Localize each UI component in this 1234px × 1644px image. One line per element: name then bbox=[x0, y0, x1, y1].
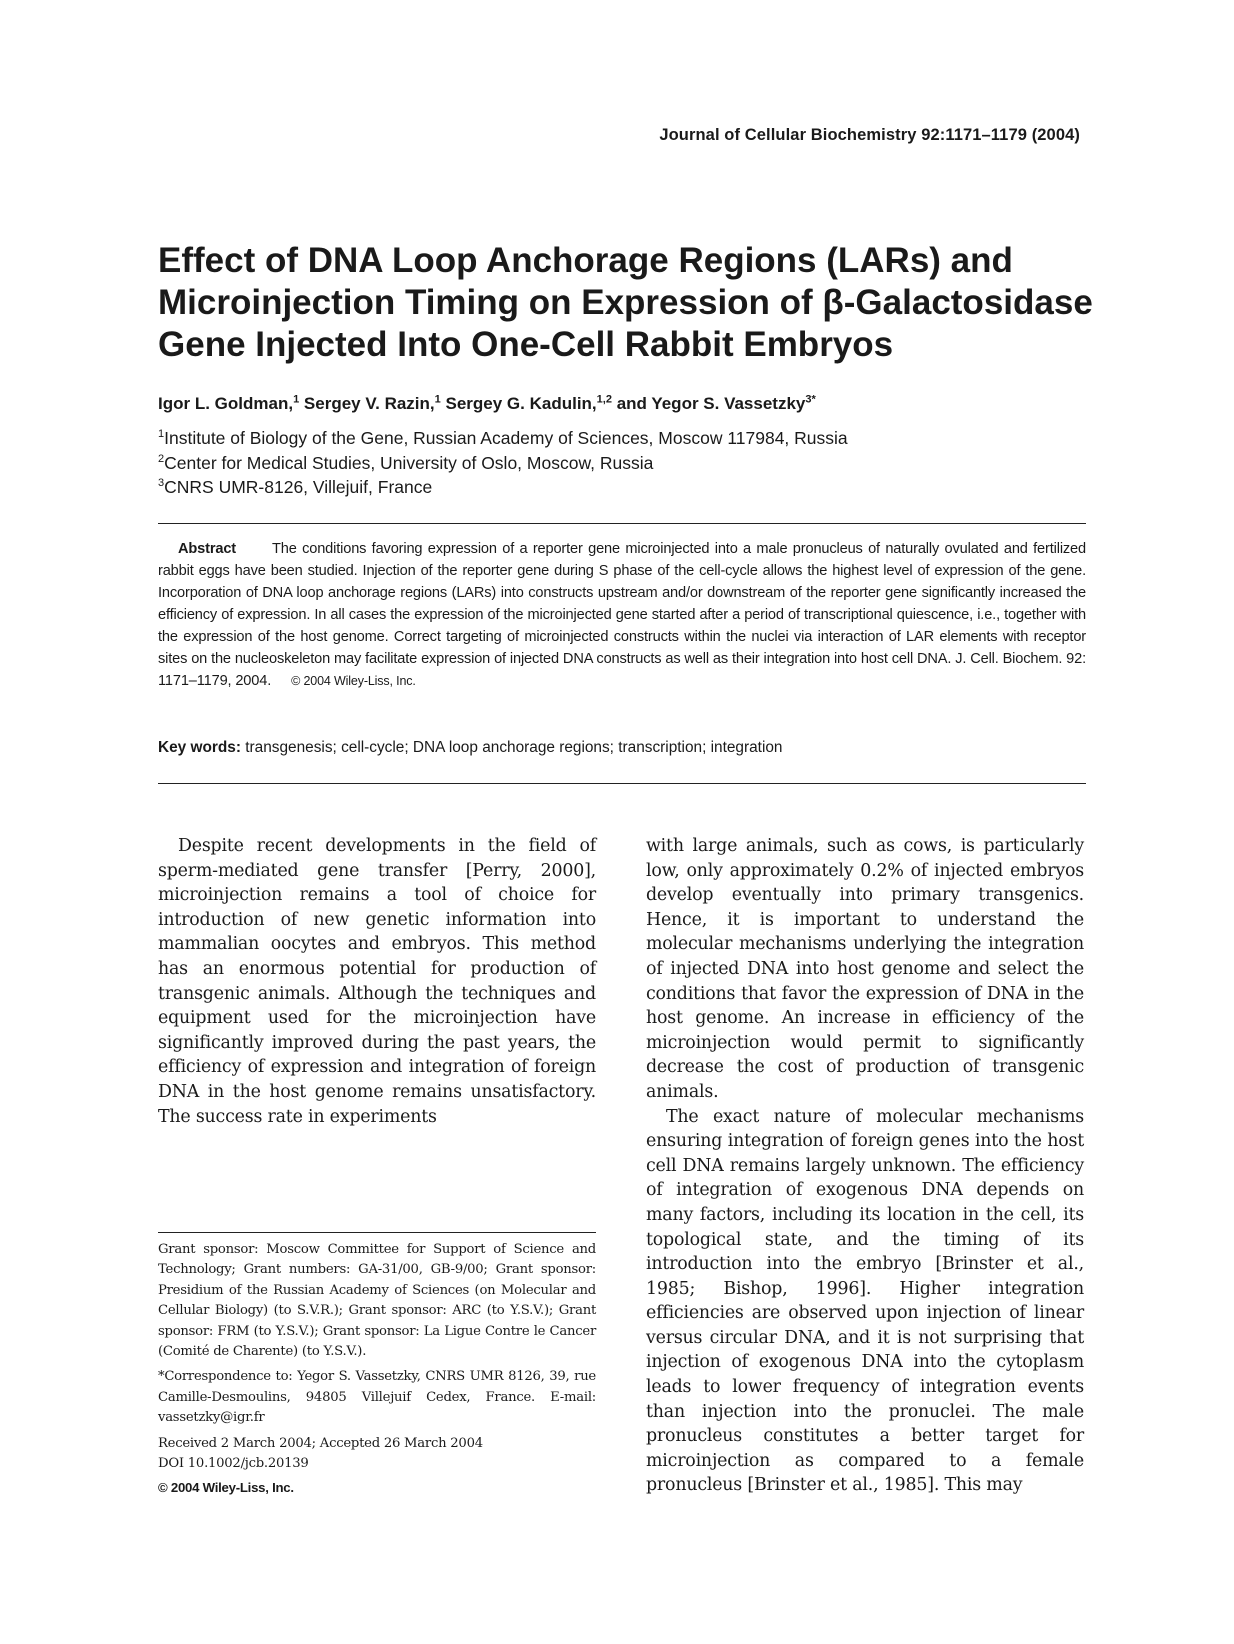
author-list bbox=[158, 394, 816, 414]
author-affiliation-mark: 1 bbox=[434, 393, 441, 406]
author-name: and Yegor S. Vassetzky bbox=[616, 394, 806, 413]
author-affiliation-mark: 1,2 bbox=[596, 393, 612, 406]
affiliation-number: 2 bbox=[158, 452, 165, 465]
footnote-divider bbox=[158, 1232, 596, 1233]
affiliation bbox=[158, 451, 848, 476]
article-title: Effect of DNA Loop Anchorage Regions (LARs) and Microinjection Timing on Expression of β-Galactosidase Gene Injected Into One-Cell Rabbit Embryos bbox=[158, 241, 1093, 364]
author-name: Sergey V. Razin, bbox=[303, 394, 435, 413]
affiliation bbox=[158, 475, 848, 500]
author-affiliation-mark: 1 bbox=[293, 393, 300, 406]
body-paragraph: with large animals, such as cows, is particularly low, only approximately 0.2% of injected embryos develop eventually into primary transgenics. Hence, it is important to understand the molecular mechanisms underlying the integration of injected DNA into host genome and select the conditions that favor the expression of DNA in the host genome. An increase in efficiency of the microinjection would permit to significantly decrease the cost of production of transgenic animals. bbox=[646, 836, 1084, 1102]
author-affiliation-mark: 3* bbox=[805, 393, 816, 406]
grant-footnote: Grant sponsor: Moscow Committee for Support of Science and Technology; Grant numbers: GA-31/00, GB-9/00; Grant sponsor: Presidium of the Russian Academy of Sciences (on Molecular and Cellular Biology) (to S.V.R.); Grant sponsor: ARC (to Y.S.V.); Grant sponsor: FRM (to Y.S.V.); Grant sponsor: La Ligue Contre le Cancer (Comité de Charente) (to Y.S.V.). bbox=[158, 1242, 596, 1360]
affiliation-number: 3 bbox=[158, 477, 165, 490]
keywords-label: Key words: bbox=[158, 739, 241, 756]
doi: DOI 10.1002/jcb.20139 bbox=[158, 1456, 309, 1472]
abstract-label: Abstract bbox=[178, 541, 237, 557]
affiliation-number: 1 bbox=[158, 428, 165, 441]
body-paragraph: The exact nature of molecular mechanisms ensuring integration of foreign genes into the host cell DNA remains largely unknown. The efficiency of integration of exogenous DNA depends on many factors, including its location in the cell, its topological state, and the timing of its introduction into the embryo [Brinster et al., 1985; Bishop, 1996]. Higher integration efficiencies are observed upon injection of linear versus circular DNA, and it is not surprising that injection of exogenous DNA into the cytoplasm leads to lower frequency of integration events than injection into the pronuclei. The male pronucleus constitutes a better target for microinjection as compared to a female pronucleus [Brinster et al., 1985]. This may bbox=[646, 1106, 1084, 1496]
divider-bottom bbox=[158, 783, 1086, 784]
body-column-right bbox=[646, 834, 1084, 1498]
affiliation bbox=[158, 426, 848, 451]
author-name: Igor L. Goldman, bbox=[158, 394, 294, 413]
author-name: Sergey G. Kadulin, bbox=[445, 394, 597, 413]
keywords-text: transgenesis; cell-cycle; DNA loop anchorage regions; transcription; integration bbox=[245, 739, 783, 756]
body-column-left bbox=[158, 834, 596, 1129]
abstract-citation: J. Cell. Biochem. 92: 1171–1179, 2004. bbox=[158, 651, 1086, 689]
journal-header: Journal of Cellular Biochemistry 92:1171–1179 (2004) bbox=[659, 126, 1080, 144]
body-paragraph: Despite recent developments in the field of sperm-mediated gene transfer [Perry, 2000], microinjection remains a tool of choice for introduction of new genetic information into mammalian oocytes and embryos. This method has an enormous potential for production of transgenic animals. Although the techniques and equipment used for the microinjection have significantly improved during the past years, the efficiency of expression and integration of foreign DNA in the host genome remains unsatisfactory. The success rate in experiments bbox=[158, 836, 596, 1127]
received-date: Received 2 March 2004; Accepted 26 March 2004 bbox=[158, 1435, 483, 1451]
abstract-text: The conditions favoring expression of a reporter gene microinjected into a male pronucleus of naturally ovulated and fertilized rabbit eggs have been studied. Injection of the reporter gene during S phase of the cell-cycle allows the highest level of expression of the gene. Incorporation of DNA loop anchorage regions (LARs) into constructs upstream and/or downstream of the reporter gene significantly increased the efficiency of expression. In all cases the expression of the microinjected gene started after a period of transcriptional quiescence, i.e., together with the expression of the host genome. Correct targeting of microinjected constructs within the nuclei via interaction of LAR elements with receptor sites on the nucleoskeleton may facilitate expression of injected DNA constructs as well as their integration into host cell DNA. bbox=[158, 541, 1086, 667]
affiliation-text: Center for Medical Studies, University of Oslo, Moscow, Russia bbox=[164, 452, 654, 473]
affiliation-text: Institute of Biology of the Gene, Russian Academy of Sciences, Moscow 117984, Russia bbox=[164, 428, 848, 448]
abstract bbox=[158, 538, 1086, 692]
affiliation-list bbox=[158, 426, 848, 500]
correspondence-footnote: *Correspondence to: Yegor S. Vassetzky, CNRS UMR 8126, 39, rue Camille-Desmoulins, 94805 Villejuif Cedex, France. E-mail: vassetzky@igr.fr bbox=[158, 1369, 596, 1426]
affiliation-text: CNRS UMR-8126, Villejuif, France bbox=[164, 477, 433, 497]
footnotes bbox=[158, 1232, 596, 1499]
keywords bbox=[158, 739, 783, 757]
footnote-copyright: © 2004 Wiley-Liss, Inc. bbox=[158, 1480, 294, 1496]
divider-top bbox=[158, 523, 1086, 524]
abstract-copyright: © 2004 Wiley-Liss, Inc. bbox=[291, 674, 416, 688]
